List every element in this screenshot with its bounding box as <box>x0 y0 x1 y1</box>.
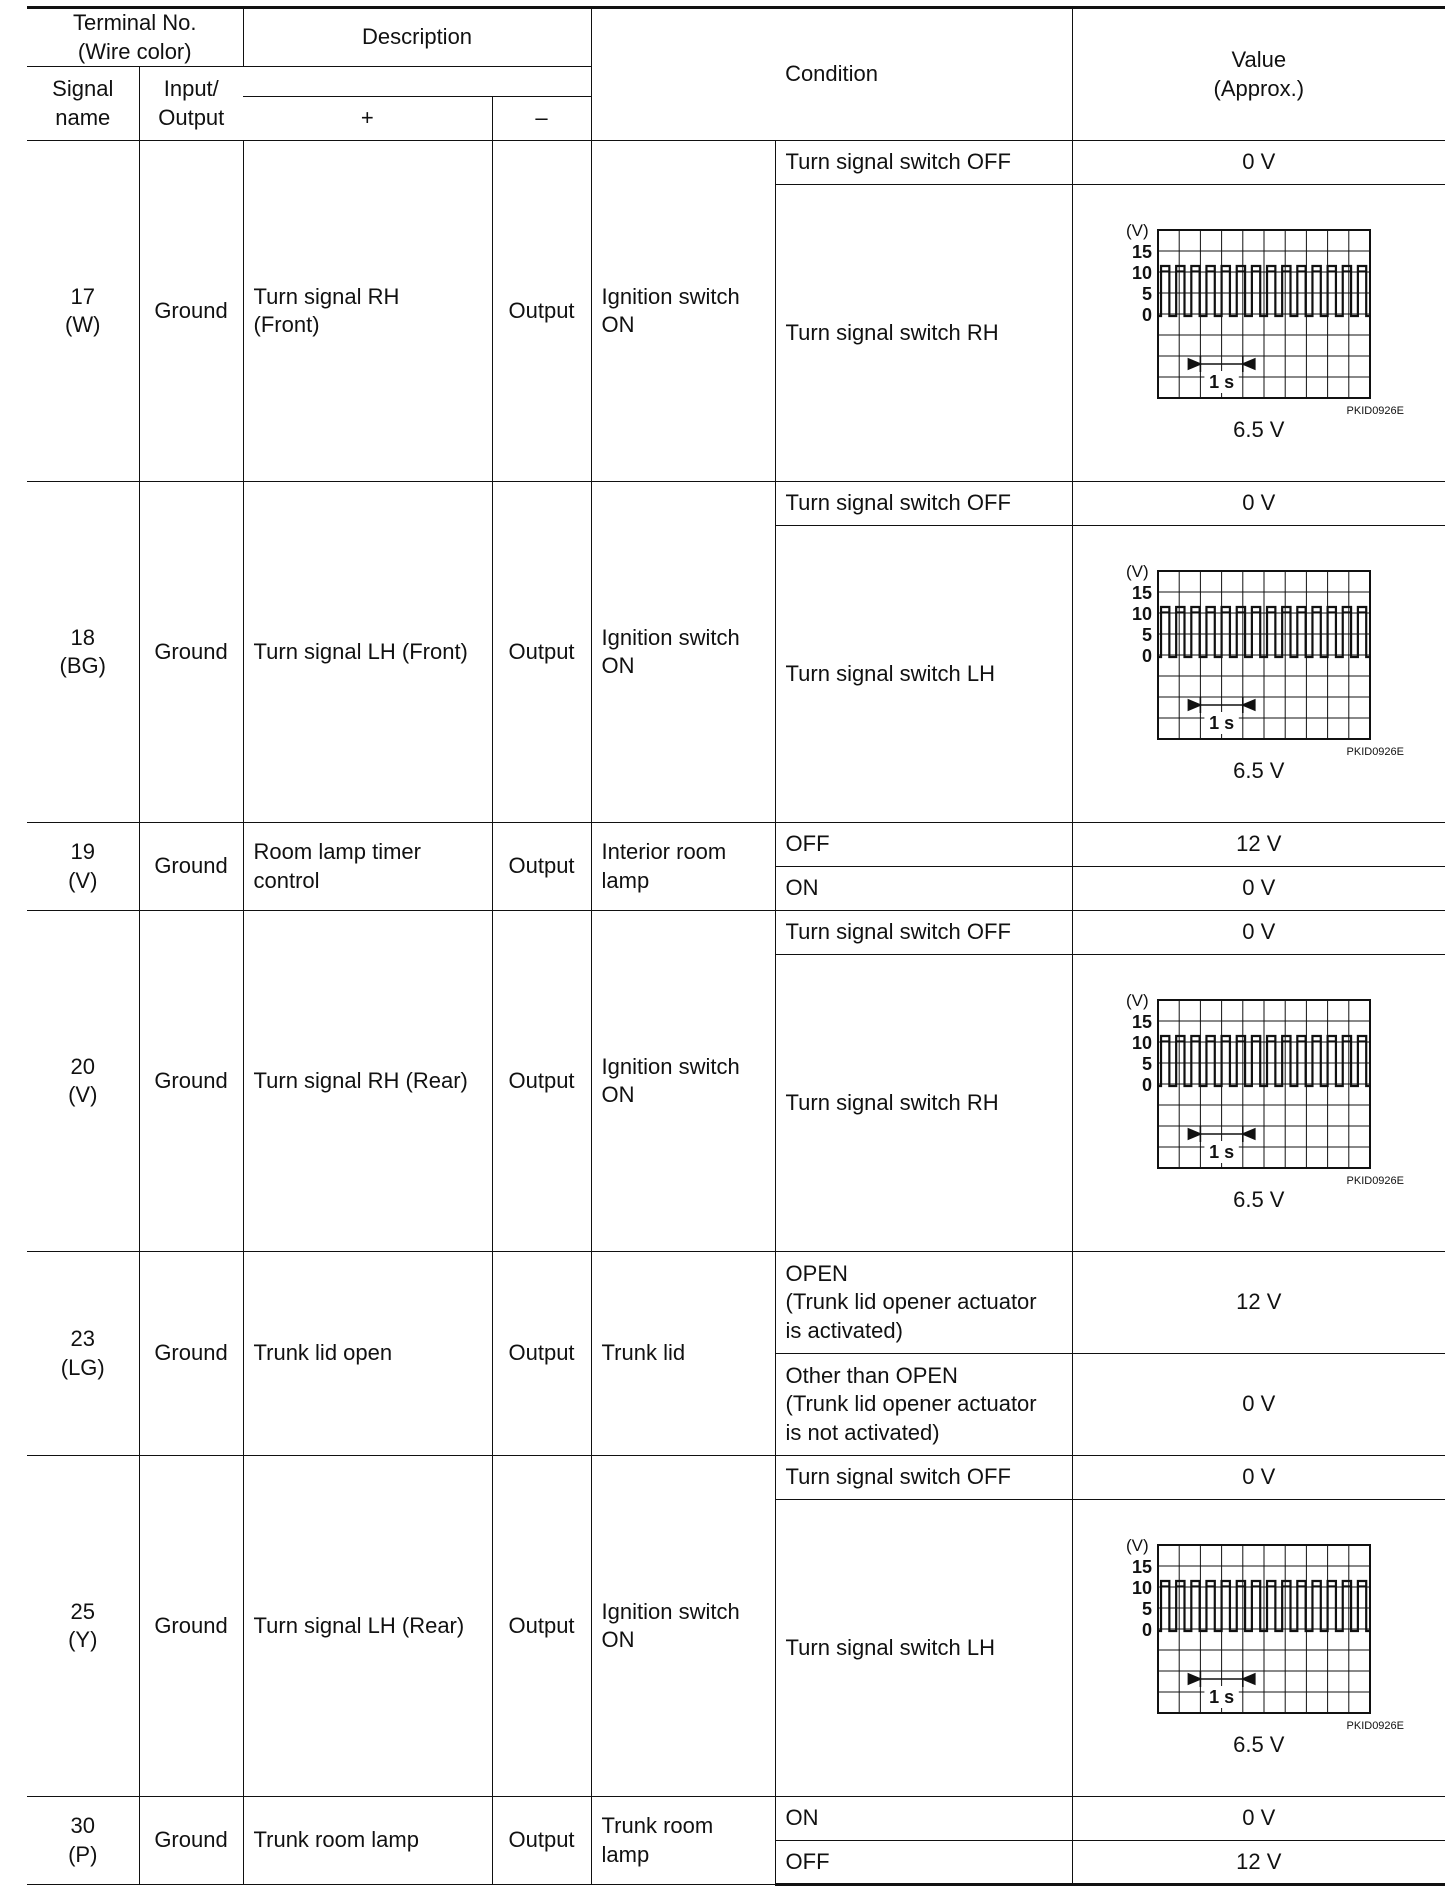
terminal-cell: 30 (P) <box>27 1797 139 1885</box>
waveform-tick-label: 5 <box>1141 1598 1152 1619</box>
table-row <box>27 1797 1445 1841</box>
io-cell: Output <box>492 482 591 823</box>
waveform-tick-label: 10 <box>1131 1577 1152 1598</box>
sub-condition-cell: OFF <box>775 1841 1072 1885</box>
waveform-figure <box>1073 1529 1446 1768</box>
value-waveform-cell <box>1072 1500 1445 1797</box>
page <box>27 6 1445 1886</box>
sub-condition-cell: Turn signal switch RH <box>775 955 1072 1252</box>
sub-condition-cell: OPEN (Trunk lid opener actuator is activated) <box>775 1252 1072 1354</box>
sub-condition-cell: Turn signal switch LH <box>775 526 1072 823</box>
waveform-time-label: 1 s <box>1208 712 1234 733</box>
condition-cell: Ignition switch ON <box>591 141 775 482</box>
waveform-time-label: 1 s <box>1208 1141 1234 1162</box>
waveform-value: 6.5 V <box>1233 1731 1285 1757</box>
waveform-graph <box>1104 214 1414 420</box>
ground-cell: Ground <box>139 1252 243 1456</box>
waveform-unit: (V) <box>1125 1535 1149 1555</box>
waveform-unit: (V) <box>1125 561 1149 581</box>
waveform-tick-label: 0 <box>1141 1619 1152 1640</box>
terminal-cell: 17 (W) <box>27 141 139 482</box>
table-body <box>27 141 1445 1885</box>
io-cell: Output <box>492 911 591 1252</box>
header-value: Value (Approx.) <box>1072 8 1445 141</box>
waveform-tick-label: 10 <box>1131 262 1152 283</box>
terminal-cell: 18 (BG) <box>27 482 139 823</box>
waveform-tick-label: 0 <box>1141 304 1152 325</box>
waveform-graph <box>1104 1529 1414 1735</box>
signal-name-cell: Trunk room lamp <box>243 1797 492 1885</box>
signal-name-cell: Turn signal LH (Rear) <box>243 1456 492 1797</box>
value-cell: 0 V <box>1072 1797 1445 1841</box>
terminal-table <box>27 6 1445 1886</box>
waveform-figure <box>1073 984 1446 1223</box>
waveform-grid <box>1158 571 1370 739</box>
ground-cell: Ground <box>139 482 243 823</box>
value-cell: 12 V <box>1072 1841 1445 1885</box>
waveform-tick-label: 15 <box>1131 241 1152 262</box>
waveform-value: 6.5 V <box>1233 1186 1285 1212</box>
ground-cell: Ground <box>139 1797 243 1885</box>
sub-condition-cell: OFF <box>775 823 1072 867</box>
value-cell: 0 V <box>1072 1456 1445 1500</box>
waveform-tick-label: 0 <box>1141 1074 1152 1095</box>
sub-condition-cell: Other than OPEN (Trunk lid opener actuator is not activated) <box>775 1354 1072 1456</box>
figure-code: PKID0926E <box>1346 1719 1404 1732</box>
waveform-tick-label: 5 <box>1141 624 1152 645</box>
table-row <box>27 482 1445 526</box>
table-row <box>27 911 1445 955</box>
sub-condition-cell: Turn signal switch OFF <box>775 1456 1072 1500</box>
sub-condition-cell: Turn signal switch OFF <box>775 141 1072 185</box>
ground-cell: Ground <box>139 141 243 482</box>
signal-name-cell: Turn signal LH (Front) <box>243 482 492 823</box>
table-row <box>27 1456 1445 1500</box>
ground-cell: Ground <box>139 823 243 911</box>
figure-code: PKID0926E <box>1346 1174 1404 1187</box>
waveform-value: 6.5 V <box>1233 416 1285 442</box>
terminal-cell: 25 (Y) <box>27 1456 139 1797</box>
condition-cell: Ignition switch ON <box>591 1456 775 1797</box>
waveform-value: 6.5 V <box>1233 757 1285 783</box>
waveform-grid <box>1158 1000 1370 1168</box>
condition-cell: Trunk lid <box>591 1252 775 1456</box>
waveform-tick-label: 5 <box>1141 283 1152 304</box>
io-cell: Output <box>492 1797 591 1885</box>
header-signal-name: Signal name <box>27 67 139 141</box>
sub-condition-cell: Turn signal switch OFF <box>775 482 1072 526</box>
terminal-cell: 20 (V) <box>27 911 139 1252</box>
signal-name-cell: Trunk lid open <box>243 1252 492 1456</box>
sub-condition-cell: Turn signal switch RH <box>775 185 1072 482</box>
header-condition: Condition <box>591 8 1072 141</box>
ground-cell: Ground <box>139 1456 243 1797</box>
table-row <box>27 823 1445 867</box>
signal-name-cell: Room lamp timer control <box>243 823 492 911</box>
terminal-cell: 19 (V) <box>27 823 139 911</box>
condition-cell: Ignition switch ON <box>591 482 775 823</box>
value-cell: 12 V <box>1072 823 1445 867</box>
waveform-figure <box>1073 555 1446 794</box>
waveform-tick-label: 5 <box>1141 1053 1152 1074</box>
value-cell: 12 V <box>1072 1252 1445 1354</box>
condition-cell: Ignition switch ON <box>591 911 775 1252</box>
waveform-tick-label: 15 <box>1131 1011 1152 1032</box>
value-cell: 0 V <box>1072 867 1445 911</box>
value-waveform-cell <box>1072 526 1445 823</box>
waveform-tick-label: 0 <box>1141 645 1152 666</box>
condition-cell: Interior room lamp <box>591 823 775 911</box>
figure-code: PKID0926E <box>1346 404 1404 417</box>
table-row <box>27 1252 1445 1354</box>
waveform-graph <box>1104 555 1414 761</box>
value-cell: 0 V <box>1072 911 1445 955</box>
value-cell: 0 V <box>1072 1354 1445 1456</box>
waveform-figure <box>1073 214 1446 453</box>
header-io: Input/ Output <box>139 67 243 141</box>
header-description: Description <box>243 8 591 67</box>
waveform-tick-label: 10 <box>1131 603 1152 624</box>
sub-condition-cell: Turn signal switch LH <box>775 1500 1072 1797</box>
io-cell: Output <box>492 141 591 482</box>
ground-cell: Ground <box>139 911 243 1252</box>
sub-condition-cell: ON <box>775 1797 1072 1841</box>
terminal-cell: 23 (LG) <box>27 1252 139 1456</box>
io-cell: Output <box>492 1456 591 1797</box>
header-terminal: Terminal No. (Wire color) <box>27 8 243 67</box>
waveform-tick-label: 10 <box>1131 1032 1152 1053</box>
condition-cell: Trunk room lamp <box>591 1797 775 1885</box>
waveform-time-label: 1 s <box>1208 371 1234 392</box>
header-minus: – <box>492 97 591 141</box>
signal-name-cell: Turn signal RH (Front) <box>243 141 492 482</box>
value-cell: 0 V <box>1072 141 1445 185</box>
value-waveform-cell <box>1072 955 1445 1252</box>
sub-condition-cell: ON <box>775 867 1072 911</box>
io-cell: Output <box>492 1252 591 1456</box>
waveform-tick-label: 15 <box>1131 582 1152 603</box>
figure-code: PKID0926E <box>1346 745 1404 758</box>
waveform-unit: (V) <box>1125 990 1149 1010</box>
waveform-graph <box>1104 984 1414 1190</box>
sub-condition-cell: Turn signal switch OFF <box>775 911 1072 955</box>
header-plus: + <box>243 97 492 141</box>
waveform-grid <box>1158 1545 1370 1713</box>
waveform-time-label: 1 s <box>1208 1686 1234 1707</box>
waveform-tick-label: 15 <box>1131 1556 1152 1577</box>
waveform-grid <box>1158 230 1370 398</box>
table-row <box>27 141 1445 185</box>
signal-name-cell: Turn signal RH (Rear) <box>243 911 492 1252</box>
io-cell: Output <box>492 823 591 911</box>
value-cell: 0 V <box>1072 482 1445 526</box>
waveform-unit: (V) <box>1125 220 1149 240</box>
value-waveform-cell <box>1072 185 1445 482</box>
